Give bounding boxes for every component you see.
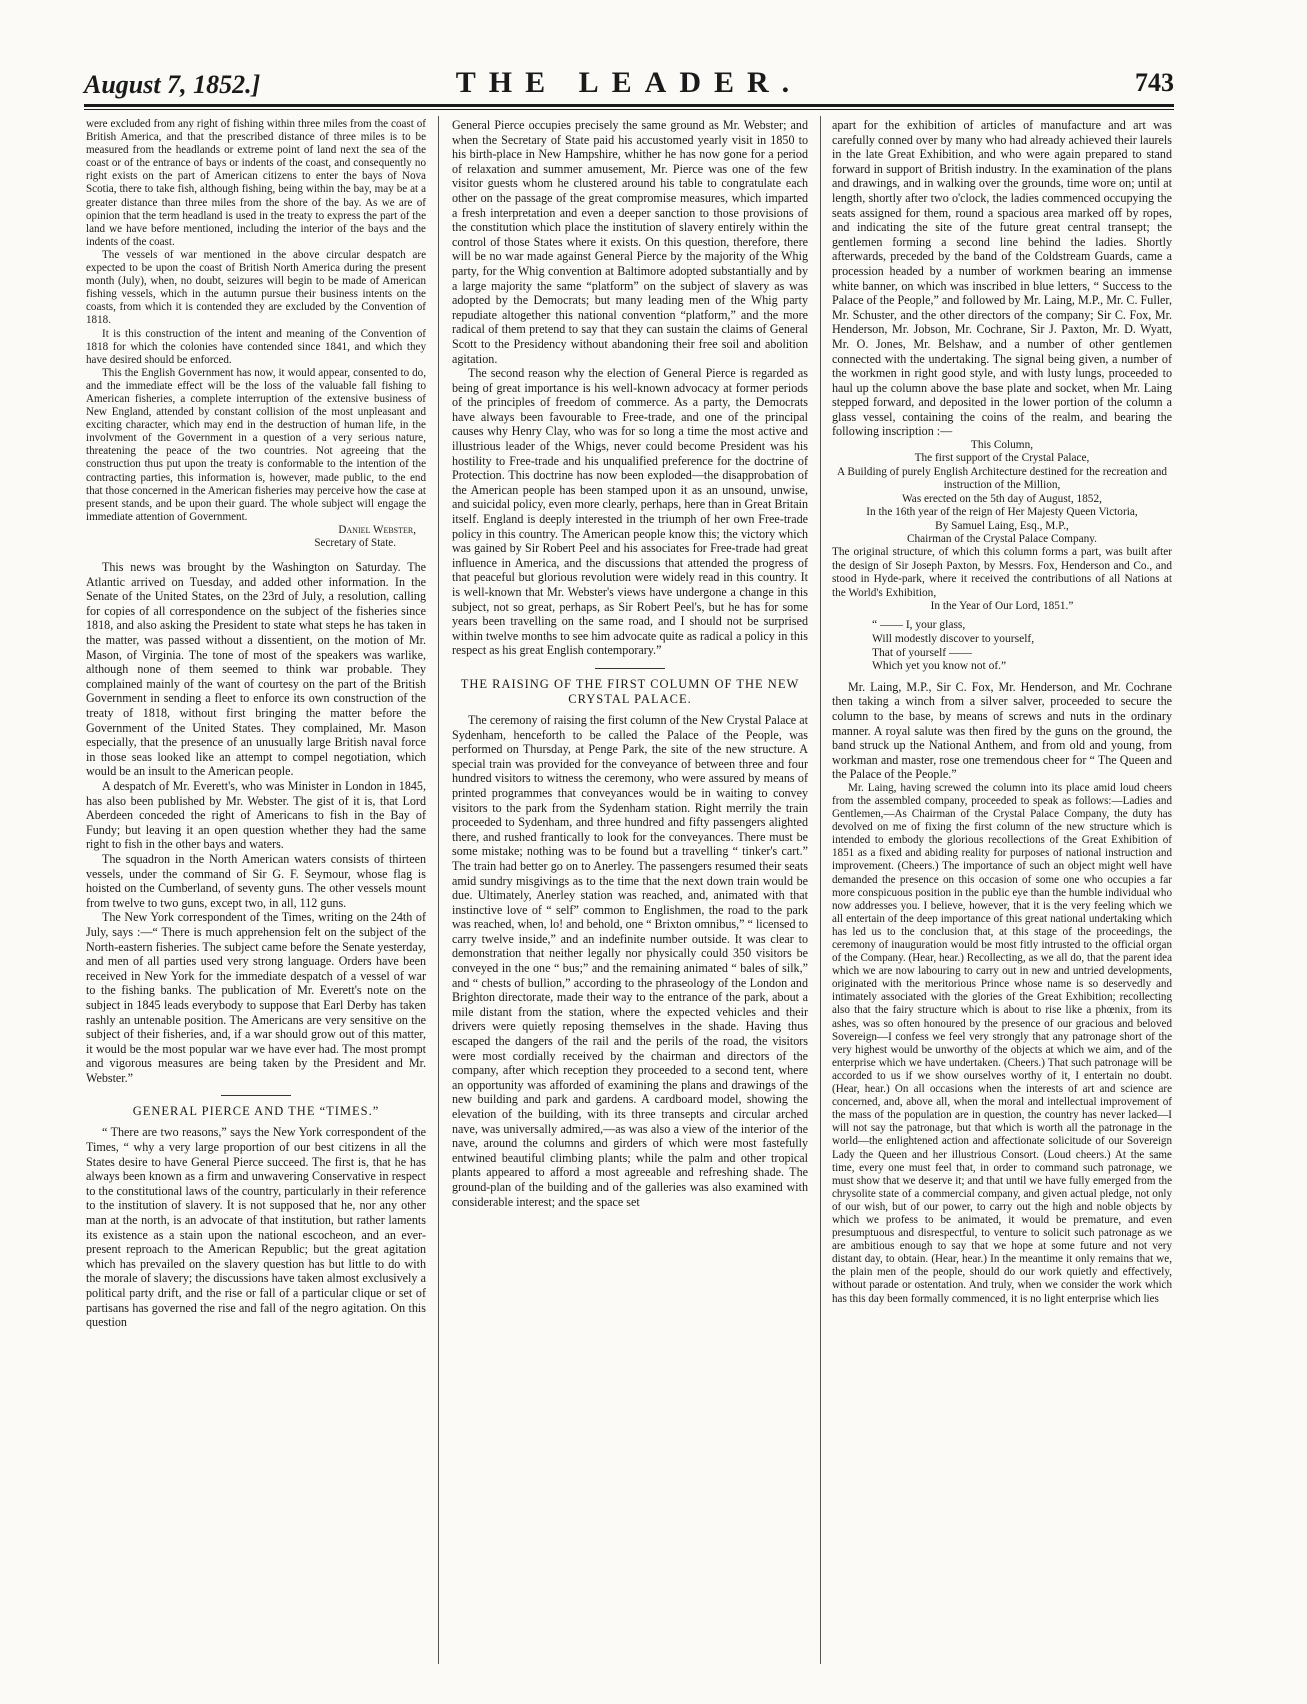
paragraph: The New York correspondent of the Times, writing on the 24th of July, says :—“ There is much apprehension felt on the subject of the North-eastern fisheries. The subject came before the Senate yesterday, and men of all parties used very strong language. Orders have been received in New York for the immediate despatch of a vessel of war to the fishing banks. The publication of Mr. Everett's note on the subject in 1845 leads everybody to suppose that Earl Derby has taken rashly an untenable position. The Americans are very sensitive on the subject of their fisheries, and, if a war should grow out of this matter, it would be the most popular war we have ever had. The most prompt and vigorous measures are being taken by the President and Mr. Webster.” xyxy=(86,910,426,1085)
inscription-line: This Column, xyxy=(970,439,1034,452)
issue-date: August 7, 1852.] xyxy=(84,70,261,99)
page-number: 743 xyxy=(1135,68,1174,97)
column-divider xyxy=(820,116,821,1664)
signature-name: Daniel Webster, xyxy=(338,523,416,536)
paragraph: were excluded from any right of fishing within three miles from the coast of British America, and that the prescribed distance of three miles is to be measured from the headlands or extreme point of land next the sea of the coast or of the entrance of bays or indents of the coast, and consequently no right exists on the part of American citizens to enter the bays of Nova Scotia, there to take fish, although fishing, being within the bay, may be at a greater distance than three miles from the shore of the bay. As we are of opinion that the term headland is used in the treaty to express the part of the land we have before mentioned, including the interior of the bays and the indents of the coast. xyxy=(86,118,426,248)
signature-title: Secretary of State. xyxy=(314,537,396,549)
paragraph: The second reason why the election of General Pierce is regarded as being of great importance is his well-known advocacy at former periods of the principles of freedom of commerce. As a party, the Democrats have always been favourable to Free-trade, and one of the principal causes why Henry Clay, who was for so long a time the most active and illustrious leader of the Whigs, never could become President was his hostility to Free-trade and his unqualified preference for the doctrine of Protection. This doctrine has now been exploded—the disapprobation of the American people has been stamped upon it as an unsound, unwise, and suicidal policy, even more clearly, perhaps, here than in Great Britain itself. England is deeply interested in the triumph of her own Free-trade policy in this country. The American people know this; the victory which was gained by Sir Robert Peel and his associates for Free-trade had great influence in America, and the discussions that attended the progress of that peaceful but glorious revolution were widely read in this country. It is well-known that Mr. Webster's views have undergone a change in this subject, not so great, perhaps, as Sir Robert Peel's, but he has for some years been travelling on the same road, and I should not be surprised within twelve months to see him advocate quite as radical a policy in this respect as his great English contemporary.” xyxy=(452,366,808,658)
paragraph: “ There are two reasons,” says the New York correspondent of the Times, “ why a very large proportion of our best citizens in all the States desire to have General Pierce succeed. The first is, that he has always been known as a firm and unwavering Conservative in respect to the constitutional laws of the country, particularly in their reference to the institution of slavery. It is not supposed that he, nor any other man at the north, is an advocate of that institution, but rather laments its existence as a stain upon the national escocheon, and an ever-present reproach to the American Republic; but the great agitation which has prevailed on the slavery question has but little to do with the morale of slavery; the discussions have taken almost exclusively a political party drift, and the rise or fall of a particular clique or set of partisans has governed the rise and fall of the negro agitation. On this question xyxy=(86,1125,426,1330)
column-2 xyxy=(452,118,808,1664)
column-divider xyxy=(438,116,439,1664)
article-heading: GENERAL PIERCE AND THE “TIMES.” xyxy=(132,1104,380,1119)
inscription-line: The first support of the Crystal Palace, xyxy=(914,452,1090,465)
verse-line: Will modestly discover to yourself, xyxy=(872,632,1035,645)
verse-line: That of yourself —— xyxy=(872,646,972,659)
inscription-line: Chairman of the Crystal Palace Company. xyxy=(906,532,1097,545)
paragraph: apart for the exhibition of articles of manufacture and art was carefully conned over by many who had already achieved their laurels in the late Great Exhibition, and who were again prepared to stand forward in support of British industry. In the examination of the plans and drawings, and in walking over the grounds, time wore on; until at length, shortly after two o'clock, the ladies commenced occupying the seats assigned for them, round a spacious area marked off by ropes, and indicating the site of the future great central transept; the gentlemen forming a second line behind the ladies. Shortly afterwards, preceded by the band of the Coldstream Guards, came a procession headed by a number of workmen bearing an immense white banner, on which was inscribed in blue letters, “ Success to the Palace of the People,” and followed by Mr. Laing, M.P., Mr. C. Fuller, Mr. Schuster, and the other directors of the company; Sir C. Fox, Mr. Henderson, Mr. Jobson, Mr. Cochrane, Sir J. Paxton, Mr. D. Wyatt, Mr. O. Jones, Mr. Belshaw, and a number of other gentlemen connected with the undertaking. The signal being given, a number of the workmen in right good style, and with lusty lungs, proceeded to haul up the column above the base plate and socket, when Mr. Laing stepped forward, and deposited in the lower portion of the column a glass vessel, containing the coins of the realm, and bearing the following inscription :— xyxy=(832,118,1172,439)
column-1 xyxy=(86,118,426,1664)
masthead-rule-thick xyxy=(84,104,1174,107)
paragraph: A despatch of Mr. Everett's, who was Minister in London in 1845, has also been published by Mr. Webster. The gist of it is, that Lord Aberdeen conceded the right of Americans to fish in the Bay of Fundy; but leaving it an open question whether they had the same right to fish in the other bays and waters. xyxy=(86,779,426,852)
inscription-line: In the Year of Our Lord, 1851.” xyxy=(930,599,1074,612)
article-heading: THE RAISING OF THE FIRST COLUMN OF THE NEW CRYSTAL PALACE. xyxy=(460,676,800,706)
verse-line: “ —— I, your glass, xyxy=(872,619,966,632)
verse-quote xyxy=(872,619,1172,673)
inscription-line: In the 16th year of the reign of Her Majesty Queen Victoria, xyxy=(866,506,1138,519)
inscription-body: The original structure, of which this column forms a part, was built after the design of Sir Joseph Paxton, by Messrs. Fox, Henderson and Co., and stood in Hyde-park, where it received the contributions of all Nations at the World's Exhibition, xyxy=(832,546,1172,599)
paragraph: This the English Government has now, it would appear, consented to do, and the immediate effect will be the loss of the valuable fall fishing to American fisheries, a complete interruption of the extensive business of New England, attended by constant collision of the most unpleasant and exciting character, which may end in the destruction of human life, in the involvment of the Government in a question of a very serious nature, threatening the peace of the two countries. Not agreeing that the construction thus put upon the treaty is conformable to the intention of the contracting parties, this information is, however, made public, to the end that those concerned in the American fisheries may perceive how the case at present stands, and be upon their guard. The whole subject will engage the immediate attention of Government. xyxy=(86,366,426,523)
section-separator xyxy=(595,668,665,669)
masthead xyxy=(84,64,1174,100)
inscription-line: A Building of purely English Architecture destined for the recreation and instruction of the Million, xyxy=(836,465,1168,492)
column-3 xyxy=(832,118,1172,1664)
section-separator xyxy=(221,1095,291,1096)
paragraph: Mr. Laing, having screwed the column into its place amid loud cheers from the assembled company, proceeded to speak as follows:—Ladies and Gentlemen,—As Chairman of the Crystal Palace Company, the duty has devolved on me of fixing the first column of the new structure which is intended to embody the glorious recollections of the Great Exhibition of 1851 as a fixed and abiding reality for purposes of national instruction and improvement. (Cheers.) The importance of such an object might well have demanded the presence on this occasion of some one who occupies a far more conspicuous position in the public eye than the humble individual who now addresses you. I believe, however, that it is the very feeling which we all entertain of the deep importance of this great national undertaking which has led us to the conclusion that, at this stage of the proceedings, the ceremony of inauguration would be most fitly intrusted to the official organ of the Company. (Hear, hear.) Recollecting, as we all do, that the parent idea which we are now labouring to carry out in new and untried developments, originated with the meritorious Prince whose name is so deservedly and intimately associated with the glories of the Great Exhibition; recollecting also that the fairy structure which is about to rise like a phœnix, from its ashes, was so often honoured by the presence of our gracious and beloved Sovereign—I confess we feel very strongly that any patronage short of the very highest would be unworthy of the objects at which we aim, and of the enterprise which we have undertaken. (Cheers.) That such patronage will be accorded to us if we show ourselves worthy of it, I entertain no doubt. (Hear, hear.) On all occasions when the interests of art and science are concerned, and, above all, when the moral and intellectual improvement of the mass of the population are in question, the country has never lacked—I will not say the patronage, but that which is worth all the patronage in the world—the enlightened action and affectionate solicitude of our Sovereign Lady the Queen and her illustrious Consort. (Loud cheers.) At the same time, every one must feel that, in order to command such patronage, we must show that we deserve it; and that until we have fully emerged from the chrysolite state of a commercial company, and given actual pledge, not only of our wish, but of our power, to carry out the high and noble objects by which we profess to be animated, it would be premature, and even presumptuous and disrespectful, to venture to solicit such patronage as we are ambitious enough to say that we hope at some future and not very distant day, to obtain. (Hear, hear.) In the meantime it only remains that we, the plain men of the people, should do our work quietly and effectively, without parade or ostentation. And truly, when we consider the work which has this day been formally commenced, it is no light enterprise which lies xyxy=(832,781,1172,1305)
paragraph: The squadron in the North American waters consists of thirteen vessels, under the command of Sir G. F. Seymour, whose flag is hoisted on the Cumberland, of seventy guns. The other vessels mount from twelve to two guns, except two, in all, 112 guns. xyxy=(86,851,426,910)
inscription xyxy=(832,439,1172,613)
paragraph: General Pierce occupies precisely the same ground as Mr. Webster; and when the Secretary of State paid his accustomed yearly visit in 1850 to his birth-place in New Hampshire, whither he has now gone for a period of relaxation and summer amusement, Mr. Pierce was one of the few visitor guests whom he clustered around his table to congratulate each other on the passage of the great compromise measures, which imparted a fresh interpretation and even a deeper sanction to those provisions of the constitution which place the institution of slavery entirely within the control of those States where it exists. On this question, therefore, there will be no war made against General Pierce by the majority of the Whig party, for the Whig convention at Baltimore adopted substantially and by a large majority the same “platform” on the subject of slavery as was adopted by the Democrats; but many leading men of the Whig party repudiate altogether this national convention “platform,” and the more radical of them pretend to say that they can sustain the claims of General Scott to the Presidency without abandoning their free soil and abolition agitation. xyxy=(452,118,808,366)
paragraph: This news was brought by the Washington on Saturday. The Atlantic arrived on Tuesday, and added other information. In the Senate of the United States, on the 23rd of July, a resolution, calling for copies of all correspondence on the subject of the fisheries since 1818, and also asking the President to state what steps he has taken in the matter, was passed without a dissentient, on the motion of Mr. Mason, of Virginia. The tone of most of the speakers was warlike, although none of them seemed to think war probable. They complained mainly of the want of courtesy on the part of the British Government in sending a fleet to enforce its own construction of the treaty of 1818, without first bringing the matter before the Government of the United States. They complained, Mr. Mason especially, that the presence of an unusually large British naval force in those seas looked like an attempt to compel negotiation, which would be an insult to the American people. xyxy=(86,560,426,779)
verse-line: Which yet you know not of.” xyxy=(872,660,1007,673)
paragraph: The vessels of war mentioned in the above circular despatch are expected to be upon the coast of British North America during the present month (July), when, no doubt, seizures will begin to be made of American fishing vessels, which in the autumn pursue their business intents on the coasts, from which it is contended they are excluded by the Convention of 1818. xyxy=(86,248,426,327)
paragraph: It is this construction of the intent and meaning of the Convention of 1818 for which the colonies have contended since 1841, and which they have desired should be enforced. xyxy=(86,327,426,366)
paragraph: The ceremony of raising the first column of the New Crystal Palace at Sydenham, henceforth to be called the Palace of the People, was performed on Thursday, at Penge Park, the site of the new structure. A special train was provided for the conveyance of between three and four hundred visitors to witness the ceremony, who were assured by means of printed programmes that conveyances would be in waiting to convey visitors to the park from the Sydenham station. Right merrily the train proceeded to Sydenham, and three hundred and fifty passengers alighted there, and rushed frantically to look for the conveyances. There must be some mistake; nothing was to be found but a travelling “ tinker's cart.” The train had better go on to Anerley. The passengers resumed their seats amid sundry misgivings as to the time that the next down train would be due. Ultimately, Anerley station was reached, and, animated with that instinctive love of “ self” common to Englishmen, the road to the park was reached, when, lo! and behold, one “ Brixton omnibus,” “ licensed to carry twelve inside,” and an indefinite number outside. It was clear to demonstration that neither legally nor physically could 350 visitors be conveyed in the one “ bus;” and the remaining animated “ bales of silk,” and “ chests of bullion,” according to the phraseology of the London and Brighton directorate, made their way to the entrance of the park, about a mile distant from the station, where the expected vehicles and their drivers were quietly reposing themselves in the shade. Having thus escaped the dangers of the rail and the perils of the road, the visitors were most cordially received by the chairman and directors of the company, after which reception they proceeded to a second tent, where an opportunity was afforded of examining the plans and drawings of the new building and park and gardens. A cardboard model, showing the elevation of the building, with its three transepts and circular arched nave, was universally admired,—as was also a view of the interior of the nave, around the columns and girders of which were most fastefully entwined beautiful climbing plants; while the palm and other tropical plants appeared to afford a most agreeable and refreshing shade. The ground-plan of the building and of the galleries was also examined with considerable interest; and the space set xyxy=(452,712,808,1209)
inscription-line: Was erected on the 5th day of August, 1852, xyxy=(902,492,1102,505)
inscription-line: By Samuel Laing, Esq., M.P., xyxy=(935,519,1069,532)
masthead-rule-thin xyxy=(84,109,1174,110)
paragraph: Mr. Laing, M.P., Sir C. Fox, Mr. Henderson, and Mr. Cochrane then taking a winch from a silver salver, proceeded to secure the column to the base, by means of screws and nuts in the ordinary manner. A royal salute was then fired by the guns on the ground, the band struck up the National Anthem, and from old and young, from workman and master, rose one tremendous cheer for “ The Queen and the Palace of the People.” xyxy=(832,679,1172,782)
newspaper-title: THE LEADER. xyxy=(455,66,803,99)
